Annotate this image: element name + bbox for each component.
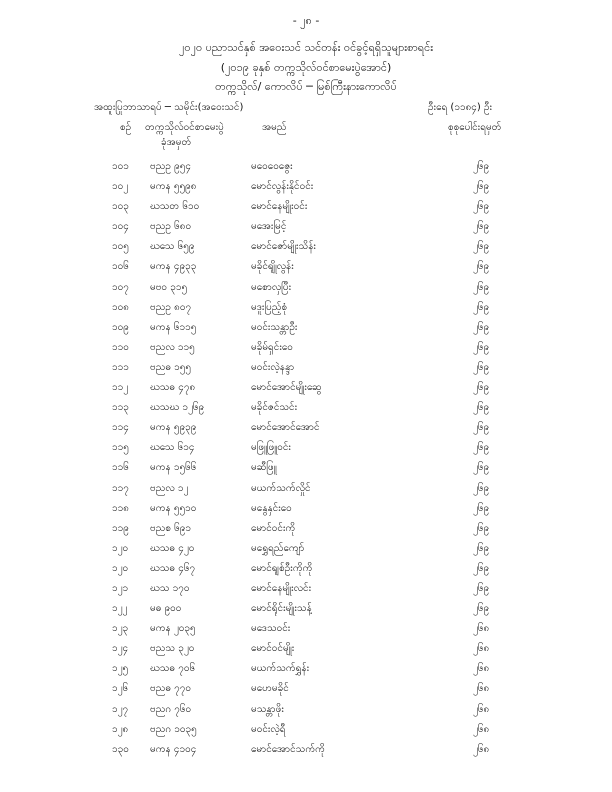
roll-number: ဗညဥ ၉၅၄ (150, 161, 191, 172)
page-number: - ၂၈ - (292, 14, 320, 27)
total-score: ၂၆၈ (473, 663, 490, 675)
total-score: ၂၆၈ (473, 643, 490, 655)
student-name: မဝေဝေဇွေး (251, 161, 293, 172)
total-score: ၂၆၉ (473, 341, 490, 353)
total-score: ၂၆၉ (473, 201, 490, 213)
student-name: မသန္တာဖိုး (251, 703, 284, 715)
total-score: ၂၆၉ (473, 462, 490, 474)
row-number: ၁၀၈ (112, 301, 129, 313)
roll-number: ဃသ ၁၇၀ (150, 582, 190, 594)
total-score: ၂၆၉ (473, 582, 490, 594)
roll-number: ဗညဓ ၇၇၀ (150, 683, 192, 695)
table-row (0, 618, 612, 638)
total-score: ၂၆၉ (473, 301, 490, 313)
title-line-1: ၂၀၂၀ ပညာသင်နှစ် အဝေးသင် သင်တန်း ဝင်ခွင့်ရရှိသူများစာရင်း (178, 41, 433, 54)
roll-number: မဓ ၉၀၀ (150, 603, 182, 615)
total-score: ၂၆၉ (473, 522, 490, 534)
table-row (0, 377, 612, 397)
table-row (0, 357, 612, 377)
roll-number: ဃသဓ ၄၆၇ (150, 562, 196, 574)
total-score: ၂၆၉ (473, 542, 490, 554)
total-score: ၂၆၉ (473, 361, 490, 373)
row-number: ၁၁၀ (112, 341, 129, 353)
student-name: မခိုမ်ရှင်းဝေ (251, 341, 293, 353)
table-row (0, 658, 612, 678)
student-name: မောင်ဝင်မျိုး (251, 643, 295, 655)
roll-number: ဃသဓ ၇၀၆ (150, 663, 196, 675)
roll-number: မဗဝ ၃၁၅ (150, 281, 188, 293)
row-number: ၁၁၈ (112, 502, 129, 514)
total-score: ၂၆၉ (473, 181, 490, 193)
roll-number: မကန ၆၁၁၅ (150, 321, 197, 333)
header-name: အမည် (262, 122, 287, 133)
row-number: ၁၀၉ (112, 321, 129, 333)
roll-number: ဗညဥ ၈၀၇ (150, 301, 192, 313)
roll-number: ဗညဓ ၁၅၅ (150, 361, 192, 373)
total-score: ၂၆၈ (473, 683, 490, 695)
total-score: ၂၆၉ (473, 562, 490, 574)
row-number: ၁၂၇ (112, 703, 129, 715)
total-score: ၂၆၈ (473, 723, 490, 735)
table-row (0, 518, 612, 538)
table-row (0, 558, 612, 578)
table-row (0, 337, 612, 357)
student-name: မောင်အောင်မျိုးဆွေ (251, 382, 322, 394)
row-number: ၁၃၀ (112, 743, 129, 755)
row-number: ၁၂၀ (112, 562, 129, 574)
row-number: ၁၁၇ (112, 482, 129, 494)
total-score: ၂၆၉ (473, 241, 490, 253)
row-number: ၁၂၃ (112, 623, 129, 635)
roll-number: မကန ၅၉၃၉ (150, 422, 197, 434)
table-row (0, 699, 612, 719)
total-score: ၂၆၉ (473, 482, 490, 494)
header-roll: တက္ကသိုလ်ဝင်စာမေးပွဲ (145, 122, 224, 133)
title-line-3: တက္ကသိုလ်/ ကောလိပ် ─ မြစ်ကြီးနားကောလိပ် (215, 80, 397, 93)
student-name: မောင်နေမျိုးဝင်း (251, 201, 308, 213)
header-score: စုစုပေါင်းရမှတ် (448, 122, 502, 133)
total-score: ၂၆၉ (473, 603, 490, 615)
roll-number: မကန ၅၅၉၈ (150, 181, 197, 193)
student-name: မစောလှပြီး (251, 281, 292, 293)
row-number: ၁၂၂ (112, 603, 128, 615)
student-name: မဖြူဖြူဝင်း (251, 442, 291, 454)
row-number: ၁၀၇ (112, 281, 129, 293)
table-row (0, 538, 612, 558)
student-name: မောင်အောင်အောင် (251, 422, 320, 434)
roll-number: ဗညစ ၆၉၁ (150, 522, 192, 534)
row-number: ၁၂၅ (112, 663, 129, 675)
roll-number: မကန ၅၅၁၀ (150, 502, 197, 514)
total-score: ၂၆၈ (473, 623, 490, 635)
row-number: ၁၂၄ (112, 643, 129, 655)
table-row (0, 638, 612, 658)
row-number: ၁၀၃ (112, 201, 129, 213)
table-row (0, 598, 612, 618)
table-row (0, 256, 612, 276)
total-score: ၂၆၉ (473, 442, 490, 454)
table-row (0, 216, 612, 236)
table-row (0, 196, 612, 216)
row-number: ၁၁၃ (112, 402, 129, 414)
results-table (0, 156, 612, 759)
row-number: ၁၁၄ (112, 422, 129, 434)
roll-number: ဗညဂ ၇၆၀ (150, 703, 192, 715)
student-name: မောင်ရိုင်းမျိုးသန့် (251, 603, 312, 615)
student-name: မဝင်းလဲ့ရီ (251, 723, 286, 735)
student-name: မခိုင်ဇင်သင်း (251, 402, 298, 414)
student-name: မောင်ဇော်မျိုးသိန်း (251, 241, 316, 253)
student-name: မဝင်းသန္တာဦး (251, 321, 298, 333)
total-score: ၂၆၉ (473, 281, 490, 293)
roll-number: ဃသဓ ၄၇၈ (150, 382, 196, 394)
roll-number: ဗညဥ ၆၈၀ (150, 221, 192, 233)
student-name: မောင်လွန်းနိုင်ဝင်း (251, 181, 314, 193)
table-row (0, 437, 612, 457)
row-number: ၁၀၆ (112, 261, 129, 273)
student-name: မယက်သက်လှိုင် (251, 482, 311, 494)
table-row (0, 498, 612, 518)
header-roll-line2: ခုံအမှတ် (161, 137, 192, 148)
roll-number: မကန ၁၅၆၆ (150, 462, 197, 474)
roll-number: ဃသတ ၆၁၀ (150, 201, 200, 213)
student-name: မဆီဖြူ (251, 462, 277, 474)
roll-number: မကန ၄၁၀၄ (150, 743, 197, 755)
table-row (0, 457, 612, 477)
roll-number: ဗညလ ၁၂ (150, 482, 189, 494)
row-number: ၁၀၂ (112, 181, 129, 193)
row-number: ၁၂၁ (112, 582, 129, 594)
table-row (0, 297, 612, 317)
total-label: ဦးရေ (၁၁၈၄) ဦး (428, 102, 493, 113)
student-name: မနွေနှင်းဝေ (251, 502, 292, 514)
table-row (0, 578, 612, 598)
row-number: ၁၂၆ (112, 683, 129, 695)
table-row (0, 236, 612, 256)
row-number: ၁၀၁ (112, 161, 129, 172)
table-row (0, 176, 612, 196)
student-name: မောင်ဝင်းကို (251, 522, 296, 534)
table-row (0, 417, 612, 437)
title-line-2: (၂၀၁၉ ခုနှစ် တက္ကသိုလ်ဝင်စာမေးပွဲအောင်) (220, 61, 392, 74)
roll-number: ဃသေ ၆၁၄ (150, 442, 195, 454)
roll-number: ဃသဃ ၁၂၆၉ (150, 402, 205, 414)
total-score: ၂၆၉ (473, 161, 490, 172)
total-score: ၂၆၉ (473, 422, 490, 434)
roll-number: ဃသေ ၆၅၉ (150, 241, 195, 253)
subject-label: အထူးပြုဘာသာရပ် ─ သမိုင်း(အဝေးသင်) (94, 102, 244, 113)
student-name: မဟေမခိုင် (251, 683, 289, 695)
roll-number: ဃသဓ ၄၂၀ (150, 542, 195, 554)
table-row (0, 719, 612, 739)
table-row (0, 739, 612, 759)
table-row (0, 478, 612, 498)
total-score: ၂၆၈ (473, 743, 490, 755)
student-name: မောင်နေမျိုးလင်း (251, 582, 312, 594)
student-name: မခိုင်ရျိုလွန်း (251, 261, 294, 273)
total-score: ၂၆၉ (473, 502, 490, 514)
row-number: ၁၁၁ (112, 361, 129, 373)
total-score: ၂၆၉ (473, 321, 490, 333)
table-row (0, 397, 612, 417)
roll-number: မကန ၄၉၃၃ (150, 261, 197, 273)
student-name: မအေးမြင့် (251, 221, 287, 233)
student-name: မယက်သက်ရွှန်း (251, 663, 310, 675)
row-number: ၁၂၈ (112, 723, 129, 735)
total-score: ၂၆၉ (473, 382, 490, 394)
table-row (0, 678, 612, 698)
student-name: မရွှေရည်ကျော် (251, 542, 305, 554)
table-row (0, 277, 612, 297)
row-number: ၁၁၅ (112, 442, 129, 454)
total-score: ၂၆၉ (473, 261, 490, 273)
roll-number: ဗညဂ ၁၀၃၅ (150, 723, 197, 735)
table-row (0, 317, 612, 337)
total-score: ၂၆၉ (473, 402, 490, 414)
roll-number: မကန ၂၀၃၅ (150, 623, 196, 635)
roll-number: ဗညသ ၃၂၀ (150, 643, 195, 655)
row-number: ၁၀၅ (112, 241, 129, 253)
student-name: မဒေသဝင်း (251, 623, 291, 635)
table-row (0, 156, 612, 176)
student-name: မဝင်းလဲ့နန္ဒာ (251, 361, 295, 373)
total-score: ၂၆၈ (473, 703, 490, 715)
roll-number: ဗညလ ၁၁၅ (150, 341, 195, 353)
row-number: ၁၁၉ (112, 522, 129, 534)
student-name: မောင်ရျစ်ဦးကိုကို (251, 562, 313, 574)
row-number: ၁၂၀ (112, 542, 129, 554)
row-number: ၁၁၂ (112, 382, 129, 394)
row-number: ၁၁၆ (112, 462, 129, 474)
total-score: ၂၆၉ (473, 221, 490, 233)
student-name: မဒူးပြည့်စုံ (251, 301, 288, 313)
row-number: ၁၀၄ (112, 221, 129, 233)
header-no: စဉ် (120, 122, 132, 133)
student-name: မောင်အောင်သက်ကို (251, 743, 325, 755)
